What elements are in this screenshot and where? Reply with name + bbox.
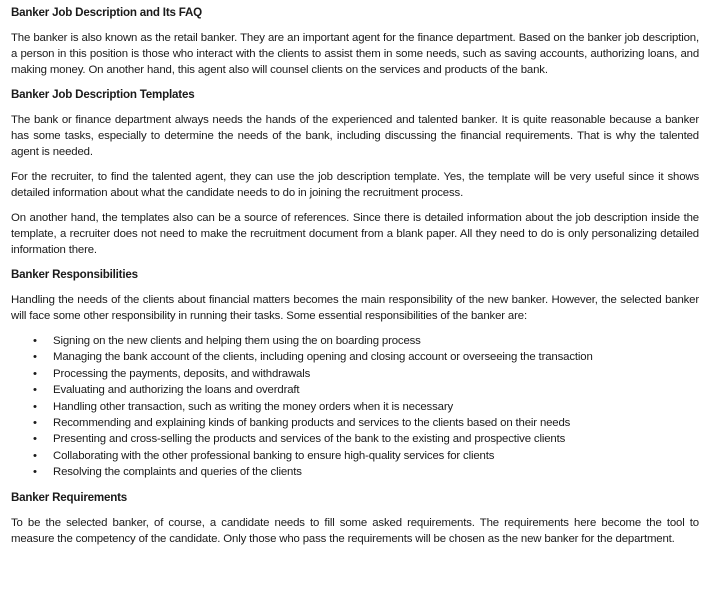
bullet-icon: • — [33, 384, 37, 397]
list-item — [33, 399, 699, 415]
list-item — [33, 382, 699, 398]
list-item — [33, 333, 699, 349]
list-item-text: Recommending and explaining kinds of banking products and services to the clients based on their needs — [53, 417, 571, 430]
list-item-text: Managing the bank account of the clients, including opening and closing account or overseeing the transaction — [53, 351, 593, 364]
heading-requirements: Banker Requirements — [11, 490, 128, 504]
heading-templates: Banker Job Description Templates — [11, 88, 195, 101]
responsibilities-list — [11, 333, 699, 481]
list-item — [33, 431, 699, 447]
list-item — [33, 448, 699, 464]
list-item-text: Collaborating with the other professional banking to ensure high-quality services for clients — [53, 449, 495, 462]
bullet-icon: • — [33, 466, 37, 479]
paragraph: The bank or finance department always needs the hands of the experienced and talented banker. It is quite reasonable because a banker has some tasks, especially to determine the needs of the bank, including discussing the financial requirements. That is why the talented agent is needed. — [11, 114, 699, 158]
paragraph: The banker is also known as the retail banker. They are an important agent for the finance department. Based on the banker job description, a person in this position is those who interact with the clients to assist them in some needs, such as saving accounts, authorizing loans, and making money. On another hand, this agent also will counsel clients on the services and products of the bank. — [11, 32, 699, 76]
list-item — [33, 366, 699, 382]
list-item-text: Resolving the complaints and queries of the clients — [53, 466, 302, 479]
paragraph: Handling the needs of the clients about financial matters becomes the main responsibility of the new banker. However, the selected banker will face some other responsibility in running their tasks. Some essential responsibilities of the banker are: — [11, 294, 699, 322]
list-item-text: Evaluating and authorizing the loans and overdraft — [53, 384, 300, 397]
list-item — [33, 415, 699, 431]
bullet-icon: • — [33, 433, 37, 446]
heading-responsibilities: Banker Responsibilities — [11, 268, 138, 281]
bullet-icon: • — [33, 367, 37, 380]
heading-faq: Banker Job Description and Its FAQ — [11, 6, 202, 19]
list-item-text: Handling other transaction, such as writing the money orders when it is necessary — [53, 400, 454, 413]
list-item — [33, 349, 699, 365]
list-item-text: Processing the payments, deposits, and withdrawals — [53, 367, 311, 380]
list-item — [33, 464, 699, 480]
bullet-icon: • — [33, 417, 37, 430]
bullet-icon: • — [33, 400, 37, 413]
paragraph: On another hand, the templates also can be a source of references. Since there is detailed information about the job description inside the template, a recruiter does not need to make the recruitment document from a blank paper. All they need to do is only personalizing detailed information there. — [11, 212, 699, 256]
bullet-icon: • — [33, 351, 37, 364]
list-item-text: Signing on the new clients and helping them using the on boarding process — [53, 335, 421, 347]
bullet-icon: • — [33, 449, 37, 462]
list-item-text: Presenting and cross-selling the products and services of the bank to the existing and prospective clients — [53, 433, 566, 446]
bullet-icon: • — [33, 335, 37, 347]
paragraph: For the recruiter, to find the talented agent, they can use the job description template. Yes, the template will be very useful since it shows detailed information about what the candidate needs to do in joining the recruitment process. — [11, 171, 699, 199]
paragraph: To be the selected banker, of course, a candidate needs to fill some asked requirements. The requirements here become the tool to measure the competency of the candidate. Only those who pass the requirements will be chosen as the new banker for the department. — [11, 516, 699, 545]
